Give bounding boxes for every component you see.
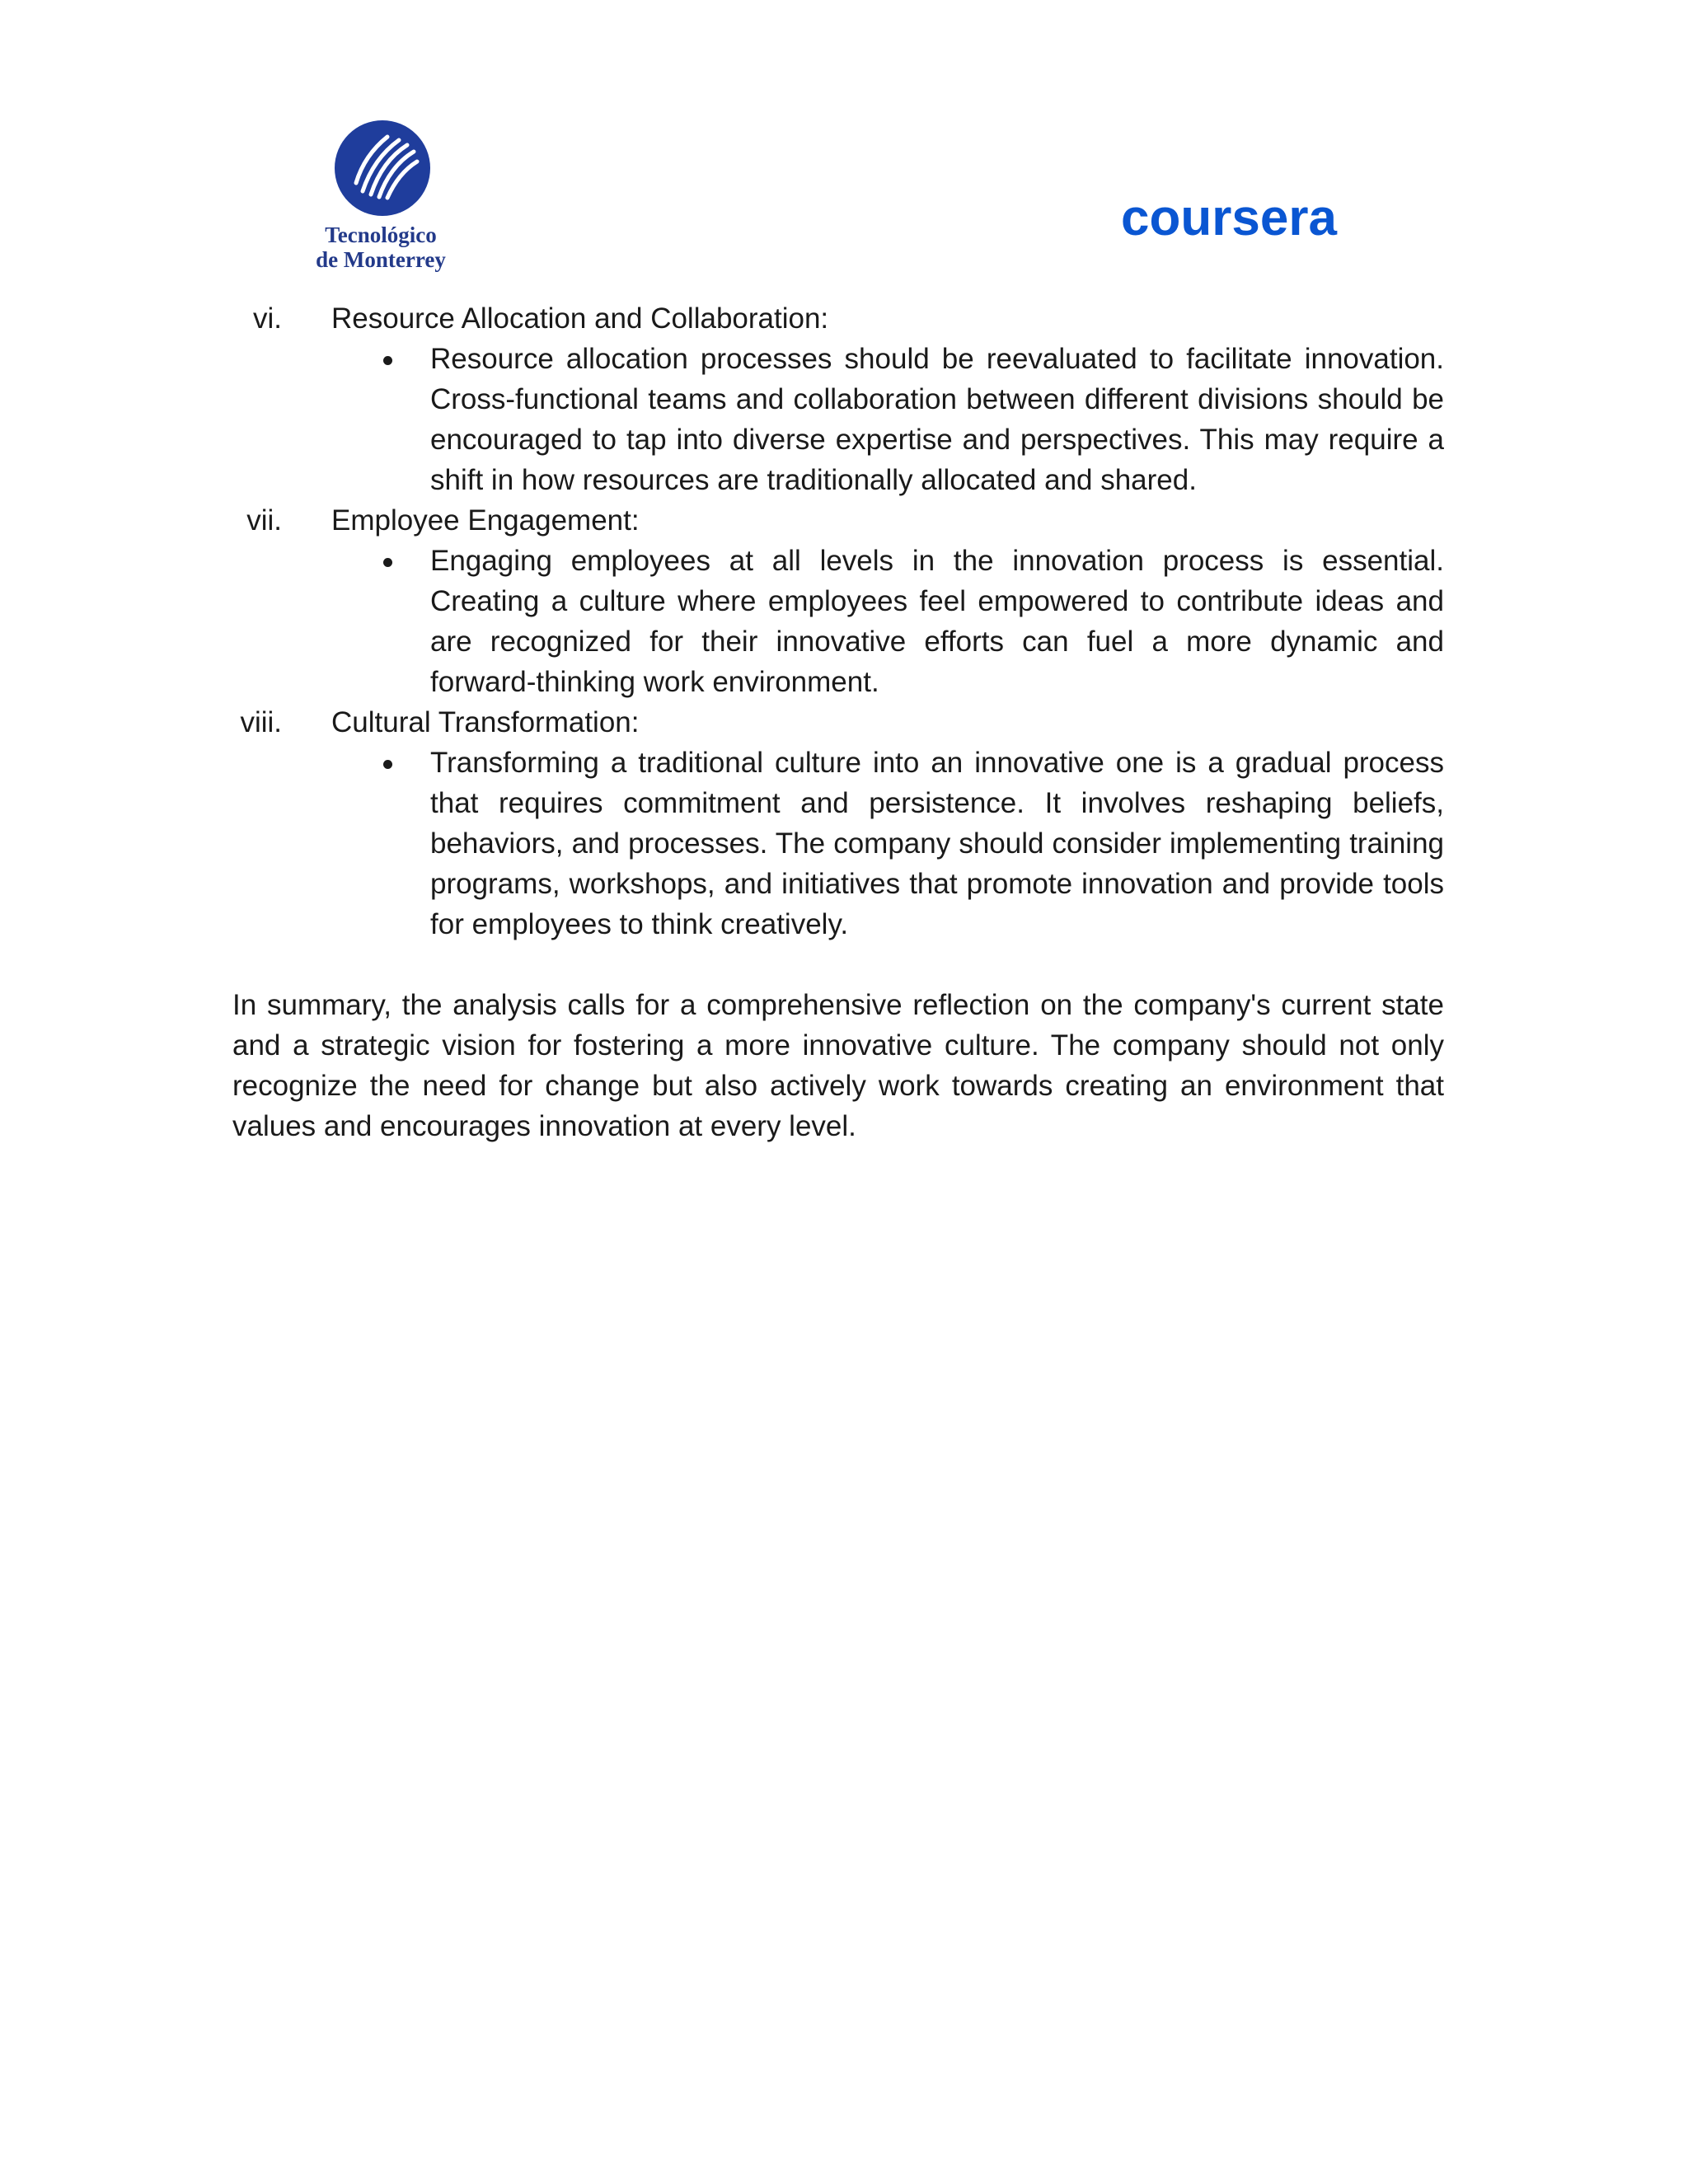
bullet-icon [379,743,396,783]
tec-seal-icon [333,119,432,218]
list-numeral: vi. [253,302,282,335]
list-item-heading: Cultural Transformation: [331,706,640,738]
coursera-logo: coursera [1121,190,1337,246]
list-numeral: viii. [240,706,282,738]
bullet-icon [379,339,396,379]
tec-wordmark [307,223,455,272]
tec-wordmark-line2: de Monterrey [316,247,446,272]
list-numeral: vii. [246,504,282,537]
summary-paragraph: In summary, the analysis calls for a comprehensive reflection on the company's current state and a strategic vision for fostering a more innovative culture. The company should not only recognize the need for change but also actively work towards creating an environment that values and encourages innovation at every level. [232,989,1444,1142]
bullet-icon [379,541,396,581]
tec-wordmark-line1: Tecnológico [325,223,437,247]
tec-de-monterrey-logo [307,115,455,280]
list-item-heading: Resource Allocation and Collaboration: [331,302,829,335]
bullet-text: Transforming a traditional culture into an innovative one is a gradual process that requires commitment and persistence. It involves reshaping beliefs, behaviors, and processes. The company should consider implementing training programs, workshops, and initiatives that promote innovation and provide tools for employees to think creatively. [430,747,1444,940]
bullet-text: Engaging employees at all levels in the innovation process is essential. Creating a culture where employees feel empowered to contribute ideas and are recognized for their innovative efforts can fuel a more dynamic and forward-thinking work environment. [430,545,1444,698]
list-item-heading: Employee Engagement: [331,504,640,537]
bullet-text: Resource allocation processes should be reevaluated to facilitate innovation. Cross-functional teams and collaboration between different divisions should be encouraged to tap into diverse expertise and perspectives. This may require a shift in how resources are traditionally allocated and shared. [430,343,1444,496]
